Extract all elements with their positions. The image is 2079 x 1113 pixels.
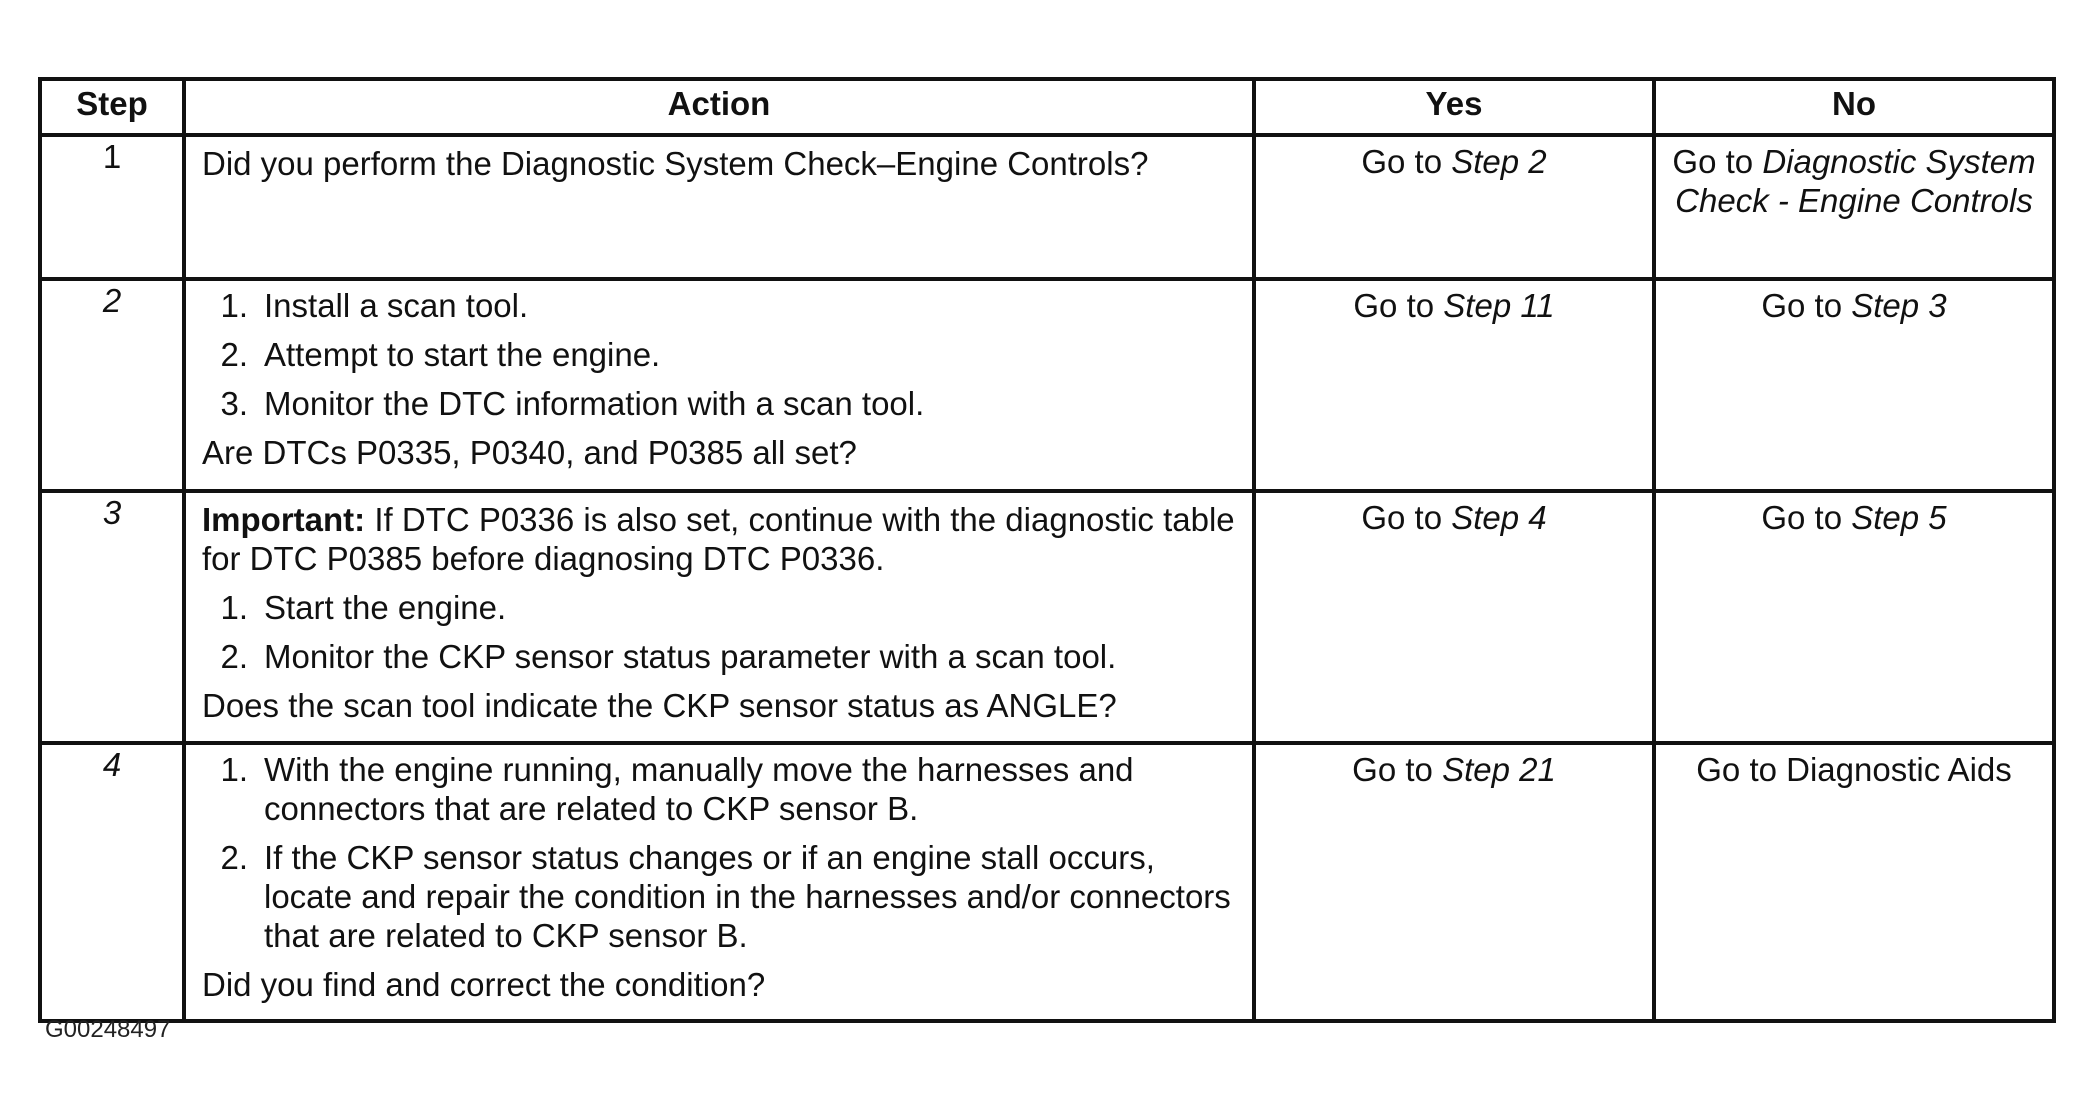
list-item-text: If the CKP sensor status changes or if an engine stall occurs, locate and repair the condition in the harnesses and/or connectors that are related to CKP sensor B. [264,838,1231,954]
important-note [202,501,1238,579]
no-target-link[interactable]: Go to Diagnostic Aids [1696,751,2012,788]
list-item-number: 2. [220,335,248,373]
action-steps-list [202,589,1238,677]
no-cell [1654,491,2054,743]
no-cell [1654,279,2054,491]
list-item-number: 3. [220,384,248,422]
list-item [202,751,1238,829]
list-item [202,336,1238,375]
yes-cell [1254,135,1654,279]
list-item [202,589,1238,628]
list-item-text: Install a scan tool. [264,287,529,324]
header-step: Step [40,79,184,135]
list-item-number: 1. [220,751,248,788]
step-number: 4 [40,743,184,1021]
no-target-link[interactable]: Step 5 [1851,499,1947,536]
yes-target-link[interactable]: Step 11 [1443,287,1555,324]
list-item-number: 1. [220,287,248,324]
action-steps-list [202,751,1238,956]
list-item-text: Monitor the CKP sensor status parameter with a scan tool. [264,637,1117,675]
list-item-text: Monitor the DTC information with a scan tool. [264,384,925,422]
list-item [202,839,1238,956]
yes-prefix: Go to [1353,287,1444,324]
action-question: Does the scan tool indicate the CKP sensor status as ANGLE? [202,686,1117,724]
yes-prefix: Go to [1361,499,1452,536]
yes-target-link[interactable]: Step 2 [1451,143,1547,180]
action-cell [184,743,1254,1021]
header-yes: Yes [1254,79,1654,135]
no-target-link[interactable]: Diagnostic System Check - Engine Controls [1675,143,2036,219]
list-item-number: 1. [220,588,248,626]
list-item-text: With the engine running, manually move the harnesses and connectors that are related to CKP sensor B. [264,751,1134,827]
step-number: 3 [40,491,184,743]
diagnostic-table-container [38,77,2052,1023]
yes-prefix: Go to [1352,751,1443,788]
table-row [40,743,2054,1021]
yes-cell [1254,279,1654,491]
action-steps-list [202,287,1238,424]
no-prefix: Go to [1672,143,1763,180]
header-row [40,79,2054,135]
action-cell [184,279,1254,491]
table-row [40,491,2054,743]
list-item [202,287,1238,326]
step-number: 1 [40,135,184,279]
list-item-text: Start the engine. [264,588,507,626]
no-cell [1654,135,2054,279]
no-prefix: Go to [1761,499,1852,536]
action-question: Are DTCs P0335, P0340, and P0385 all set? [202,433,857,471]
action-cell [184,135,1254,279]
yes-cell [1254,491,1654,743]
table-row [40,279,2054,491]
yes-prefix: Go to [1361,143,1452,180]
header-no: No [1654,79,2054,135]
step-number: 2 [40,279,184,491]
list-item-number: 2. [220,838,248,876]
important-label: Important: [202,501,366,538]
no-prefix: Go to [1761,287,1852,324]
yes-cell [1254,743,1654,1021]
header-action: Action [184,79,1254,135]
action-question: Did you perform the Diagnostic System Check–Engine Controls? [202,145,1149,182]
figure-id: G00248497 [45,1016,171,1043]
diagnostic-table [38,77,2056,1023]
no-target-link[interactable]: Step 3 [1851,287,1947,324]
yes-target-link[interactable]: Step 21 [1442,751,1556,788]
list-item [202,638,1238,677]
action-cell [184,491,1254,743]
no-cell [1654,743,2054,1021]
table-row [40,135,2054,279]
list-item-number: 2. [220,637,248,675]
list-item-text: Attempt to start the engine. [264,335,661,373]
list-item [202,385,1238,424]
important-text: If DTC P0336 is also set, continue with the diagnostic table for DTC P0385 before diagnosing DTC P0336. [202,501,1235,577]
yes-target-link[interactable]: Step 4 [1451,499,1547,536]
action-question: Did you find and correct the condition? [202,965,766,1003]
